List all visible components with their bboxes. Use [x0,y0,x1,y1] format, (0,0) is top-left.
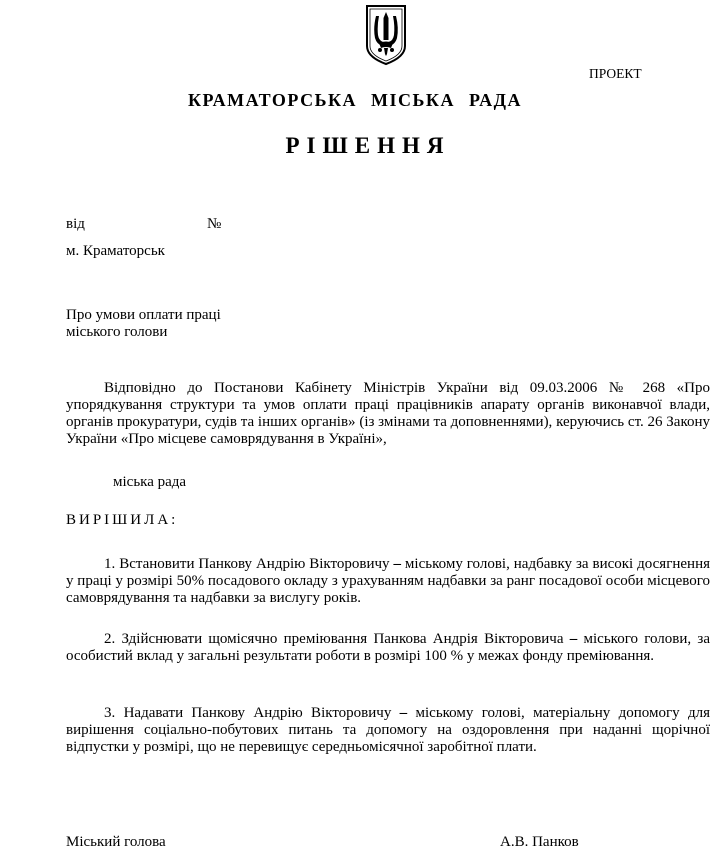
draft-label: ПРОЕКТ [589,66,642,81]
decision-item-2: 2. Здійснювати щомісячно преміювання Панкова Андрія Вікторовича – міського голови, за особистий вклад у загальні результати роботи в розмірі 100 % у межах фонду преміювання. [66,631,710,664]
decision-item-3: 3. Надавати Панкову Андрію Вікторовичу – міському голові, матеріальну допомогу для вирішення соціально-побутових питань та допомогу на оздоровлення при наданні щорічної відпустки у розмірі, що не перевищує середньомісячної заробітної плати. [66,705,710,755]
document-type: РІШЕННЯ [285,133,451,158]
trident-coat-of-arms-icon [364,4,408,66]
council-name: КРАМАТОРСЬКА МІСЬКА РАДА [187,90,523,110]
date-label: від [66,216,85,232]
decision-item-1: 1. Встановити Панкову Андрію Вікторовичу – міському голові, надбавку за високі досягнення у праці у розмірі 50% посадового окладу з урахуванням надбавки за ранг посадової особи місцевого самоврядування та надбавки за вислугу років. [66,556,710,606]
preamble [66,380,710,448]
council-word: міська рада [113,474,187,490]
signer-name: А.В. Панков [500,834,579,850]
city-label: м. Краматорськ [66,243,165,259]
subject-line-1: Про умови оплати праці [66,307,221,323]
resolved-heading: ВИРІШИЛА: [66,512,179,528]
decision-subject [66,307,221,341]
signer-title: Міський голова [66,834,166,850]
preamble-text: Відповідно до Постанови Кабінету Міністрів України від 09.03.2006 № 268 «Про упорядкування структури та умов оплати праці працівників апарату органів виконавчої влади, органів прокуратури, судів та інших органів» (із змінами та доповненнями), керуючись ст. 26 Закону України «Про місцеве самоврядування в Україні», [66,380,710,447]
subject-line-2: міського голови [66,324,168,340]
number-label: № [207,216,222,232]
